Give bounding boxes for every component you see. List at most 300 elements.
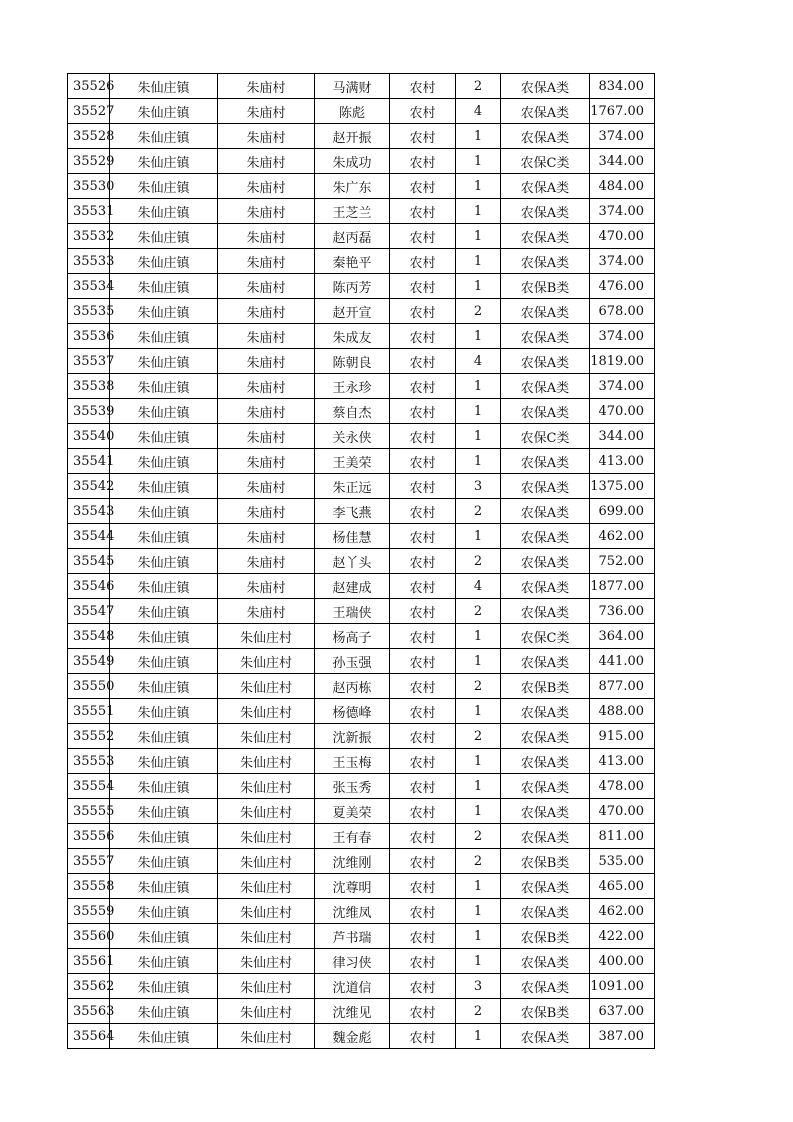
table-row — [68, 774, 655, 799]
record-id-cell: 35555 — [68, 799, 110, 824]
village-name-cell: 朱庙村 — [218, 149, 315, 174]
record-id-cell: 35564 — [68, 1024, 110, 1049]
area-type-cell: 农村 — [390, 599, 456, 624]
insurance-category-cell: 农保A类 — [501, 474, 590, 499]
person-name-cell: 赵丙栋 — [315, 674, 390, 699]
record-id-cell: 35557 — [68, 849, 110, 874]
insurance-category-cell: 农保A类 — [501, 1024, 590, 1049]
insurance-category-cell: 农保A类 — [501, 649, 590, 674]
amount-cell: 1877.00 — [590, 574, 655, 599]
village-name-cell: 朱庙村 — [218, 174, 315, 199]
amount-cell: 387.00 — [590, 1024, 655, 1049]
table-row — [68, 599, 655, 624]
village-name-cell: 朱仙庄村 — [218, 874, 315, 899]
town-name-cell: 朱仙庄镇 — [110, 274, 218, 299]
insurance-category-cell: 农保A类 — [501, 224, 590, 249]
record-id-cell: 35554 — [68, 774, 110, 799]
area-type-cell: 农村 — [390, 799, 456, 824]
person-name-cell: 朱成友 — [315, 324, 390, 349]
person-name-cell: 蔡自杰 — [315, 399, 390, 424]
record-id-cell: 35547 — [68, 599, 110, 624]
insurance-category-cell: 农保A类 — [501, 524, 590, 549]
village-name-cell: 朱仙庄村 — [218, 724, 315, 749]
insurance-category-cell: 农保A类 — [501, 399, 590, 424]
person-name-cell: 夏美荣 — [315, 799, 390, 824]
insurance-category-cell: 农保A类 — [501, 824, 590, 849]
household-count-cell: 1 — [456, 399, 501, 424]
amount-cell: 476.00 — [590, 274, 655, 299]
village-name-cell: 朱庙村 — [218, 499, 315, 524]
record-id-cell: 35535 — [68, 299, 110, 324]
area-type-cell: 农村 — [390, 624, 456, 649]
area-type-cell: 农村 — [390, 774, 456, 799]
town-name-cell: 朱仙庄镇 — [110, 299, 218, 324]
area-type-cell: 农村 — [390, 749, 456, 774]
insurance-category-cell: 农保A类 — [501, 949, 590, 974]
town-name-cell: 朱仙庄镇 — [110, 649, 218, 674]
table-row — [68, 574, 655, 599]
amount-cell: 637.00 — [590, 999, 655, 1024]
area-type-cell: 农村 — [390, 449, 456, 474]
insurance-category-cell: 农保A类 — [501, 374, 590, 399]
person-name-cell: 沈新振 — [315, 724, 390, 749]
person-name-cell: 李飞燕 — [315, 499, 390, 524]
village-name-cell: 朱庙村 — [218, 124, 315, 149]
insurance-category-cell: 农保A类 — [501, 974, 590, 999]
town-name-cell: 朱仙庄镇 — [110, 899, 218, 924]
household-count-cell: 1 — [456, 224, 501, 249]
village-name-cell: 朱庙村 — [218, 599, 315, 624]
record-id-cell: 35532 — [68, 224, 110, 249]
area-type-cell: 农村 — [390, 399, 456, 424]
insurance-category-cell: 农保C类 — [501, 424, 590, 449]
village-name-cell: 朱庙村 — [218, 474, 315, 499]
person-name-cell: 陈朝良 — [315, 349, 390, 374]
area-type-cell: 农村 — [390, 899, 456, 924]
area-type-cell: 农村 — [390, 499, 456, 524]
amount-cell: 1375.00 — [590, 474, 655, 499]
area-type-cell: 农村 — [390, 349, 456, 374]
table-row — [68, 849, 655, 874]
amount-cell: 465.00 — [590, 874, 655, 899]
record-id-cell: 35529 — [68, 149, 110, 174]
town-name-cell: 朱仙庄镇 — [110, 599, 218, 624]
household-count-cell: 1 — [456, 424, 501, 449]
household-count-cell: 1 — [456, 899, 501, 924]
record-id-cell: 35550 — [68, 674, 110, 699]
amount-cell: 462.00 — [590, 524, 655, 549]
insurance-category-cell: 农保A类 — [501, 324, 590, 349]
table-row — [68, 649, 655, 674]
area-type-cell: 农村 — [390, 574, 456, 599]
household-count-cell: 1 — [456, 124, 501, 149]
person-name-cell: 杨高子 — [315, 624, 390, 649]
household-count-cell: 2 — [456, 674, 501, 699]
area-type-cell: 农村 — [390, 524, 456, 549]
town-name-cell: 朱仙庄镇 — [110, 149, 218, 174]
record-id-cell: 35563 — [68, 999, 110, 1024]
person-name-cell: 沈维见 — [315, 999, 390, 1024]
insurance-category-cell: 农保A类 — [501, 874, 590, 899]
table-row — [68, 549, 655, 574]
amount-cell: 374.00 — [590, 374, 655, 399]
village-name-cell: 朱仙庄村 — [218, 749, 315, 774]
table-row — [68, 999, 655, 1024]
area-type-cell: 农村 — [390, 424, 456, 449]
area-type-cell: 农村 — [390, 474, 456, 499]
town-name-cell: 朱仙庄镇 — [110, 324, 218, 349]
town-name-cell: 朱仙庄镇 — [110, 674, 218, 699]
amount-cell: 1819.00 — [590, 349, 655, 374]
record-id-cell: 35545 — [68, 549, 110, 574]
person-name-cell: 王瑞侠 — [315, 599, 390, 624]
amount-cell: 364.00 — [590, 624, 655, 649]
amount-cell: 915.00 — [590, 724, 655, 749]
insurance-category-cell: 农保A类 — [501, 74, 590, 99]
area-type-cell: 农村 — [390, 824, 456, 849]
area-type-cell: 农村 — [390, 99, 456, 124]
insurance-category-cell: 农保C类 — [501, 149, 590, 174]
insurance-category-cell: 农保A类 — [501, 99, 590, 124]
household-count-cell: 4 — [456, 99, 501, 124]
record-id-cell: 35553 — [68, 749, 110, 774]
town-name-cell: 朱仙庄镇 — [110, 474, 218, 499]
household-count-cell: 1 — [456, 799, 501, 824]
record-id-cell: 35540 — [68, 424, 110, 449]
area-type-cell: 农村 — [390, 924, 456, 949]
town-name-cell: 朱仙庄镇 — [110, 224, 218, 249]
insurance-category-cell: 农保A类 — [501, 749, 590, 774]
area-type-cell: 农村 — [390, 1024, 456, 1049]
insurance-category-cell: 农保A类 — [501, 799, 590, 824]
person-name-cell: 赵丙磊 — [315, 224, 390, 249]
area-type-cell: 农村 — [390, 174, 456, 199]
record-id-cell: 35559 — [68, 899, 110, 924]
village-name-cell: 朱仙庄村 — [218, 699, 315, 724]
person-name-cell: 杨德峰 — [315, 699, 390, 724]
town-name-cell: 朱仙庄镇 — [110, 524, 218, 549]
record-id-cell: 35539 — [68, 399, 110, 424]
village-name-cell: 朱庙村 — [218, 424, 315, 449]
village-name-cell: 朱仙庄村 — [218, 624, 315, 649]
town-name-cell: 朱仙庄镇 — [110, 974, 218, 999]
table-row — [68, 274, 655, 299]
village-name-cell: 朱庙村 — [218, 374, 315, 399]
table-row — [68, 674, 655, 699]
area-type-cell: 农村 — [390, 274, 456, 299]
amount-cell: 484.00 — [590, 174, 655, 199]
person-name-cell: 赵开振 — [315, 124, 390, 149]
record-id-cell: 35544 — [68, 524, 110, 549]
village-name-cell: 朱仙庄村 — [218, 924, 315, 949]
town-name-cell: 朱仙庄镇 — [110, 249, 218, 274]
amount-cell: 1091.00 — [590, 974, 655, 999]
person-name-cell: 沈道信 — [315, 974, 390, 999]
amount-cell: 374.00 — [590, 124, 655, 149]
insurance-category-cell: 农保A类 — [501, 574, 590, 599]
table-row — [68, 324, 655, 349]
table-row — [68, 149, 655, 174]
household-count-cell: 3 — [456, 974, 501, 999]
records-table — [67, 73, 655, 1049]
household-count-cell: 1 — [456, 274, 501, 299]
person-name-cell: 马满财 — [315, 74, 390, 99]
town-name-cell: 朱仙庄镇 — [110, 374, 218, 399]
table-row — [68, 949, 655, 974]
record-id-cell: 35527 — [68, 99, 110, 124]
table-row — [68, 224, 655, 249]
area-type-cell: 农村 — [390, 874, 456, 899]
town-name-cell: 朱仙庄镇 — [110, 949, 218, 974]
village-name-cell: 朱庙村 — [218, 349, 315, 374]
insurance-category-cell: 农保A类 — [501, 299, 590, 324]
amount-cell: 736.00 — [590, 599, 655, 624]
table-row — [68, 424, 655, 449]
table-row — [68, 99, 655, 124]
household-count-cell: 1 — [456, 774, 501, 799]
area-type-cell: 农村 — [390, 999, 456, 1024]
table-row — [68, 174, 655, 199]
village-name-cell: 朱庙村 — [218, 274, 315, 299]
village-name-cell: 朱庙村 — [218, 74, 315, 99]
record-id-cell: 35536 — [68, 324, 110, 349]
area-type-cell: 农村 — [390, 849, 456, 874]
town-name-cell: 朱仙庄镇 — [110, 824, 218, 849]
amount-cell: 535.00 — [590, 849, 655, 874]
person-name-cell: 王芝兰 — [315, 199, 390, 224]
village-name-cell: 朱庙村 — [218, 199, 315, 224]
area-type-cell: 农村 — [390, 674, 456, 699]
amount-cell: 344.00 — [590, 149, 655, 174]
record-id-cell: 35543 — [68, 499, 110, 524]
area-type-cell: 农村 — [390, 374, 456, 399]
village-name-cell: 朱仙庄村 — [218, 999, 315, 1024]
amount-cell: 374.00 — [590, 199, 655, 224]
table-row — [68, 374, 655, 399]
village-name-cell: 朱仙庄村 — [218, 774, 315, 799]
amount-cell: 374.00 — [590, 249, 655, 274]
record-id-cell: 35542 — [68, 474, 110, 499]
record-id-cell: 35531 — [68, 199, 110, 224]
household-count-cell: 4 — [456, 349, 501, 374]
table-row — [68, 399, 655, 424]
town-name-cell: 朱仙庄镇 — [110, 624, 218, 649]
insurance-category-cell: 农保B类 — [501, 674, 590, 699]
household-count-cell: 2 — [456, 999, 501, 1024]
amount-cell: 400.00 — [590, 949, 655, 974]
area-type-cell: 农村 — [390, 124, 456, 149]
record-id-cell: 35526 — [68, 74, 110, 99]
amount-cell: 413.00 — [590, 749, 655, 774]
table-row — [68, 124, 655, 149]
household-count-cell: 1 — [456, 449, 501, 474]
household-count-cell: 1 — [456, 249, 501, 274]
amount-cell: 441.00 — [590, 649, 655, 674]
amount-cell: 344.00 — [590, 424, 655, 449]
town-name-cell: 朱仙庄镇 — [110, 574, 218, 599]
person-name-cell: 关永侠 — [315, 424, 390, 449]
record-id-cell: 35537 — [68, 349, 110, 374]
household-count-cell: 2 — [456, 499, 501, 524]
person-name-cell: 沈尊明 — [315, 874, 390, 899]
town-name-cell: 朱仙庄镇 — [110, 874, 218, 899]
household-count-cell: 1 — [456, 174, 501, 199]
table-row — [68, 199, 655, 224]
amount-cell: 374.00 — [590, 324, 655, 349]
insurance-category-cell: 农保A类 — [501, 599, 590, 624]
table-row — [68, 624, 655, 649]
table-row — [68, 349, 655, 374]
amount-cell: 488.00 — [590, 699, 655, 724]
village-name-cell: 朱庙村 — [218, 399, 315, 424]
amount-cell: 834.00 — [590, 74, 655, 99]
village-name-cell: 朱仙庄村 — [218, 799, 315, 824]
person-name-cell: 赵建成 — [315, 574, 390, 599]
household-count-cell: 1 — [456, 924, 501, 949]
household-count-cell: 1 — [456, 749, 501, 774]
amount-cell: 413.00 — [590, 449, 655, 474]
village-name-cell: 朱仙庄村 — [218, 849, 315, 874]
person-name-cell: 朱成功 — [315, 149, 390, 174]
household-count-cell: 1 — [456, 149, 501, 174]
village-name-cell: 朱庙村 — [218, 549, 315, 574]
town-name-cell: 朱仙庄镇 — [110, 74, 218, 99]
town-name-cell: 朱仙庄镇 — [110, 174, 218, 199]
insurance-category-cell: 农保A类 — [501, 724, 590, 749]
table-row — [68, 299, 655, 324]
amount-cell: 752.00 — [590, 549, 655, 574]
area-type-cell: 农村 — [390, 324, 456, 349]
village-name-cell: 朱庙村 — [218, 524, 315, 549]
village-name-cell: 朱庙村 — [218, 574, 315, 599]
household-count-cell: 1 — [456, 324, 501, 349]
village-name-cell: 朱庙村 — [218, 449, 315, 474]
insurance-category-cell: 农保A类 — [501, 349, 590, 374]
insurance-category-cell: 农保B类 — [501, 274, 590, 299]
town-name-cell: 朱仙庄镇 — [110, 199, 218, 224]
insurance-category-cell: 农保A类 — [501, 199, 590, 224]
amount-cell: 470.00 — [590, 799, 655, 824]
table-row — [68, 74, 655, 99]
insurance-category-cell: 农保A类 — [501, 899, 590, 924]
record-id-cell: 35528 — [68, 124, 110, 149]
amount-cell: 877.00 — [590, 674, 655, 699]
town-name-cell: 朱仙庄镇 — [110, 124, 218, 149]
person-name-cell: 孙玉强 — [315, 649, 390, 674]
record-id-cell: 35549 — [68, 649, 110, 674]
household-count-cell: 2 — [456, 724, 501, 749]
insurance-category-cell: 农保A类 — [501, 174, 590, 199]
table-row — [68, 749, 655, 774]
village-name-cell: 朱仙庄村 — [218, 974, 315, 999]
village-name-cell: 朱庙村 — [218, 224, 315, 249]
village-name-cell: 朱庙村 — [218, 99, 315, 124]
table-row — [68, 924, 655, 949]
table-row — [68, 899, 655, 924]
table-row — [68, 1024, 655, 1049]
table-body — [68, 74, 655, 1049]
village-name-cell: 朱仙庄村 — [218, 899, 315, 924]
person-name-cell: 赵丫头 — [315, 549, 390, 574]
area-type-cell: 农村 — [390, 949, 456, 974]
insurance-category-cell: 农保B类 — [501, 999, 590, 1024]
record-id-cell: 35538 — [68, 374, 110, 399]
person-name-cell: 赵开宣 — [315, 299, 390, 324]
table-row — [68, 699, 655, 724]
town-name-cell: 朱仙庄镇 — [110, 549, 218, 574]
town-name-cell: 朱仙庄镇 — [110, 699, 218, 724]
household-count-cell: 2 — [456, 74, 501, 99]
record-id-cell: 35551 — [68, 699, 110, 724]
household-count-cell: 2 — [456, 299, 501, 324]
household-count-cell: 1 — [456, 624, 501, 649]
town-name-cell: 朱仙庄镇 — [110, 774, 218, 799]
area-type-cell: 农村 — [390, 224, 456, 249]
town-name-cell: 朱仙庄镇 — [110, 749, 218, 774]
household-count-cell: 1 — [456, 374, 501, 399]
household-count-cell: 1 — [456, 199, 501, 224]
record-id-cell: 35533 — [68, 249, 110, 274]
record-id-cell: 35560 — [68, 924, 110, 949]
village-name-cell: 朱庙村 — [218, 249, 315, 274]
household-count-cell: 1 — [456, 1024, 501, 1049]
person-name-cell: 杨佳慧 — [315, 524, 390, 549]
village-name-cell: 朱仙庄村 — [218, 1024, 315, 1049]
amount-cell: 678.00 — [590, 299, 655, 324]
amount-cell: 462.00 — [590, 899, 655, 924]
town-name-cell: 朱仙庄镇 — [110, 724, 218, 749]
village-name-cell: 朱仙庄村 — [218, 949, 315, 974]
area-type-cell: 农村 — [390, 199, 456, 224]
table-row — [68, 874, 655, 899]
table-row — [68, 824, 655, 849]
amount-cell: 422.00 — [590, 924, 655, 949]
person-name-cell: 陈彪 — [315, 99, 390, 124]
record-id-cell: 35548 — [68, 624, 110, 649]
household-count-cell: 1 — [456, 699, 501, 724]
record-id-cell: 35556 — [68, 824, 110, 849]
amount-cell: 811.00 — [590, 824, 655, 849]
area-type-cell: 农村 — [390, 299, 456, 324]
insurance-category-cell: 农保B类 — [501, 849, 590, 874]
person-name-cell: 沈维凤 — [315, 899, 390, 924]
table-row — [68, 474, 655, 499]
table-row — [68, 249, 655, 274]
town-name-cell: 朱仙庄镇 — [110, 799, 218, 824]
area-type-cell: 农村 — [390, 74, 456, 99]
town-name-cell: 朱仙庄镇 — [110, 999, 218, 1024]
town-name-cell: 朱仙庄镇 — [110, 499, 218, 524]
area-type-cell: 农村 — [390, 649, 456, 674]
table-row — [68, 499, 655, 524]
town-name-cell: 朱仙庄镇 — [110, 424, 218, 449]
record-id-cell: 35534 — [68, 274, 110, 299]
amount-cell: 1767.00 — [590, 99, 655, 124]
area-type-cell: 农村 — [390, 724, 456, 749]
village-name-cell: 朱庙村 — [218, 299, 315, 324]
household-count-cell: 4 — [456, 574, 501, 599]
household-count-cell: 1 — [456, 649, 501, 674]
village-name-cell: 朱仙庄村 — [218, 649, 315, 674]
household-count-cell: 2 — [456, 824, 501, 849]
person-name-cell: 朱正远 — [315, 474, 390, 499]
record-id-cell: 35552 — [68, 724, 110, 749]
insurance-category-cell: 农保A类 — [501, 549, 590, 574]
insurance-category-cell: 农保C类 — [501, 624, 590, 649]
insurance-category-cell: 农保A类 — [501, 124, 590, 149]
person-name-cell: 秦艳平 — [315, 249, 390, 274]
person-name-cell: 王永珍 — [315, 374, 390, 399]
